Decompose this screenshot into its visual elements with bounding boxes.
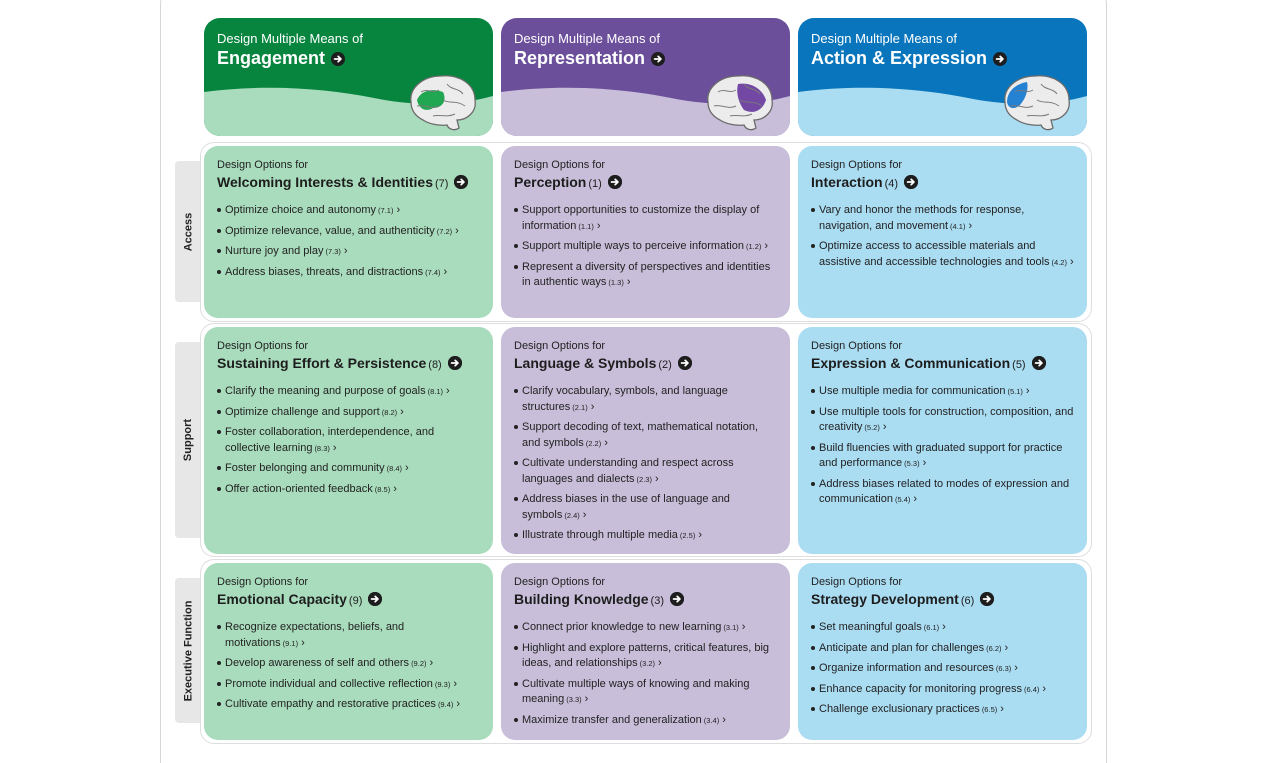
option-code: (4.2) bbox=[1051, 257, 1067, 267]
arrow-right-icon[interactable] bbox=[678, 356, 692, 370]
option-code: (3.2) bbox=[639, 659, 655, 668]
chevron-right-icon: › bbox=[301, 636, 305, 649]
card-title[interactable]: Strategy Development (6) bbox=[811, 590, 1074, 611]
arrow-right-icon[interactable] bbox=[904, 175, 918, 189]
option-code: (8.1) bbox=[427, 387, 443, 396]
design-option-item[interactable]: Support opportunities to customize the display of information (1.1) › bbox=[514, 203, 777, 234]
chevron-right-icon: › bbox=[764, 240, 769, 252]
design-option-item[interactable]: Maximize transfer and generalization (3.4) › bbox=[514, 713, 777, 729]
card-kicker: Design Options for bbox=[514, 576, 606, 588]
design-option-list bbox=[514, 203, 777, 291]
option-code: (2.3) bbox=[636, 474, 652, 484]
design-option-item[interactable]: Set meaningful goals (6.1) › bbox=[811, 620, 1074, 636]
option-code: (5.3) bbox=[904, 459, 920, 468]
card-count: (4) bbox=[884, 178, 899, 190]
chevron-right-icon: › bbox=[400, 405, 404, 418]
option-code: (3.4) bbox=[703, 715, 720, 725]
design-option-item[interactable]: Clarify the meaning and purpose of goals (8.1) › bbox=[217, 384, 480, 400]
card-kicker: Design Options for bbox=[217, 576, 309, 588]
design-option-item[interactable]: Cultivate understanding and respect across languages and dialects (2.3) › bbox=[514, 456, 777, 487]
card-title[interactable]: Emotional Capacity (9) bbox=[217, 590, 480, 611]
card-count: (5) bbox=[1012, 359, 1026, 371]
row-label-support: Support bbox=[175, 342, 201, 538]
design-option-item[interactable]: Use multiple media for communication (5.1) › bbox=[811, 384, 1074, 400]
arrow-right-icon[interactable] bbox=[980, 592, 994, 606]
design-option-list bbox=[811, 620, 1074, 718]
option-code: (9.3) bbox=[434, 679, 451, 689]
card-kicker: Design Options for bbox=[811, 576, 903, 588]
option-code: (8.5) bbox=[374, 484, 391, 494]
design-option-item[interactable]: Clarify vocabulary, symbols, and language structures (2.1) › bbox=[514, 384, 777, 415]
card-count: (6) bbox=[960, 595, 975, 607]
card-action-expression-2 bbox=[798, 563, 1087, 740]
arrow-right-icon[interactable] bbox=[651, 52, 665, 66]
header-subtitle: Design Multiple Means of bbox=[217, 31, 363, 46]
brain-icon bbox=[700, 70, 778, 132]
option-code: (6.2) bbox=[986, 643, 1002, 653]
card-title[interactable]: Welcoming Interests & Identities (7) bbox=[217, 173, 480, 194]
chevron-right-icon: › bbox=[698, 529, 703, 541]
design-option-item[interactable]: Address biases in the use of language and symbols (2.4) › bbox=[514, 492, 777, 523]
chevron-right-icon: › bbox=[393, 482, 397, 495]
chevron-right-icon: › bbox=[913, 493, 918, 505]
card-title[interactable]: Interaction (4) bbox=[811, 173, 1074, 194]
card-kicker: Design Options for bbox=[811, 159, 903, 171]
design-option-item[interactable]: Represent a diversity of perspectives and identities in authentic ways (1.3) › bbox=[514, 260, 777, 291]
chevron-right-icon: › bbox=[741, 621, 746, 633]
chevron-right-icon: › bbox=[1000, 703, 1004, 715]
design-option-item[interactable]: Vary and honor the methods for response, navigation, and movement (4.1) › bbox=[811, 203, 1074, 234]
option-code: (6.1) bbox=[923, 623, 940, 632]
chevron-right-icon: › bbox=[1004, 641, 1009, 654]
chevron-right-icon: › bbox=[590, 400, 595, 413]
header-title[interactable]: Engagement bbox=[217, 48, 345, 69]
chevron-right-icon: › bbox=[596, 219, 601, 232]
chevron-right-icon: › bbox=[582, 508, 587, 521]
option-code: (1.3) bbox=[608, 278, 624, 287]
card-kicker: Design Options for bbox=[811, 340, 903, 352]
chevron-right-icon: › bbox=[626, 276, 631, 288]
row-label-access: Access bbox=[175, 161, 201, 302]
arrow-right-icon[interactable] bbox=[331, 52, 345, 66]
card-count: (9) bbox=[348, 595, 363, 607]
design-option-item[interactable]: Organize information and resources (6.3) › bbox=[811, 661, 1074, 677]
card-count: (2) bbox=[658, 359, 672, 371]
card-count: (7) bbox=[435, 178, 449, 190]
chevron-right-icon: › bbox=[968, 219, 973, 232]
option-code: (5.4) bbox=[894, 495, 911, 504]
card-title[interactable]: Language & Symbols (2) bbox=[514, 354, 777, 375]
card-title[interactable]: Building Knowledge (3) bbox=[514, 590, 777, 611]
card-engagement-0 bbox=[204, 146, 493, 318]
option-code: (8.2) bbox=[381, 407, 398, 417]
option-code: (9.1) bbox=[282, 638, 299, 648]
chevron-right-icon: › bbox=[456, 698, 461, 710]
design-option-item[interactable]: Foster collaboration, interdependence, and collective learning (8.3) › bbox=[217, 425, 480, 456]
chevron-right-icon: › bbox=[405, 462, 409, 474]
design-option-item[interactable]: Cultivate empathy and restorative practices (9.4) › bbox=[217, 697, 480, 713]
design-option-list bbox=[217, 203, 480, 280]
option-code: (3.1) bbox=[723, 623, 739, 632]
header-title[interactable]: Action & Expression bbox=[811, 48, 1007, 69]
option-code: (9.2) bbox=[411, 659, 427, 668]
design-option-item[interactable]: Promote individual and collective reflection (9.3) › bbox=[217, 677, 480, 693]
chevron-right-icon: › bbox=[922, 457, 927, 469]
chevron-right-icon: › bbox=[658, 657, 662, 669]
design-option-item[interactable]: Optimize access to accessible materials and assistive and accessible technologies and tools (4.2) › bbox=[811, 239, 1074, 270]
design-option-item[interactable]: Foster belonging and community (8.4) › bbox=[217, 461, 480, 477]
design-option-list bbox=[514, 384, 777, 544]
card-title[interactable]: Expression & Communication (5) bbox=[811, 354, 1074, 375]
card-kicker: Design Options for bbox=[514, 340, 606, 352]
option-code: (1.2) bbox=[745, 242, 762, 251]
design-option-item[interactable]: Offer action-oriented feedback (8.5) › bbox=[217, 482, 480, 498]
card-action-expression-1 bbox=[798, 327, 1087, 554]
card-title[interactable]: Perception (1) bbox=[514, 173, 777, 194]
design-option-list bbox=[811, 203, 1074, 270]
chevron-right-icon: › bbox=[1042, 682, 1047, 695]
design-option-item[interactable]: Develop awareness of self and others (9.2) › bbox=[217, 656, 480, 672]
arrow-right-icon[interactable] bbox=[448, 356, 462, 370]
card-action-expression-0 bbox=[798, 146, 1087, 318]
card-engagement-1 bbox=[204, 327, 493, 554]
option-code: (2.1) bbox=[572, 402, 588, 412]
design-option-item[interactable]: Nurture joy and play (7.3) › bbox=[217, 244, 480, 260]
arrow-right-icon[interactable] bbox=[454, 175, 468, 189]
option-code: (8.4) bbox=[386, 464, 403, 473]
design-option-item[interactable]: Address biases, threats, and distractions (7.4) › bbox=[217, 265, 480, 281]
option-code: (2.2) bbox=[585, 438, 602, 448]
option-code: (2.4) bbox=[564, 510, 580, 520]
option-code: (7.1) bbox=[378, 206, 394, 215]
design-option-item[interactable]: Recognize expectations, beliefs, and motivations (9.1) › bbox=[217, 620, 480, 651]
design-option-item[interactable]: Cultivate multiple ways of knowing and making meaning (3.3) › bbox=[514, 677, 777, 708]
chevron-right-icon: › bbox=[1025, 385, 1030, 397]
design-option-list bbox=[217, 384, 480, 497]
chevron-right-icon: › bbox=[443, 265, 448, 278]
design-option-item[interactable]: Illustrate through multiple media (2.5) › bbox=[514, 528, 777, 544]
arrow-right-icon[interactable] bbox=[608, 175, 622, 189]
design-option-item[interactable]: Optimize choice and autonomy (7.1) › bbox=[217, 203, 480, 219]
card-kicker: Design Options for bbox=[217, 340, 309, 352]
chevron-right-icon: › bbox=[604, 436, 608, 449]
chevron-right-icon: › bbox=[584, 693, 589, 705]
design-option-item[interactable]: Anticipate and plan for challenges (6.2) › bbox=[811, 641, 1074, 657]
card-kicker: Design Options for bbox=[217, 159, 309, 171]
option-code: (7.3) bbox=[325, 247, 341, 256]
option-code: (7.2) bbox=[436, 226, 453, 236]
design-option-item[interactable]: Optimize relevance, value, and authenticity (7.2) › bbox=[217, 224, 480, 240]
brain-icon bbox=[997, 70, 1075, 132]
card-count: (3) bbox=[650, 595, 664, 607]
header-subtitle: Design Multiple Means of bbox=[811, 31, 957, 46]
design-option-list bbox=[514, 620, 777, 728]
option-code: (6.3) bbox=[995, 664, 1012, 673]
option-code: (6.5) bbox=[981, 705, 998, 714]
design-option-item[interactable]: Support decoding of text, mathematical notation, and symbols (2.2) › bbox=[514, 420, 777, 451]
option-code: (5.2) bbox=[864, 423, 880, 432]
header-title[interactable]: Representation bbox=[514, 48, 665, 69]
design-option-item[interactable]: Connect prior knowledge to new learning (3.1) › bbox=[514, 620, 777, 636]
chevron-right-icon: › bbox=[396, 204, 401, 216]
design-option-item[interactable]: Support multiple ways to perceive information (1.2) › bbox=[514, 239, 777, 255]
header-engagement[interactable] bbox=[204, 18, 493, 136]
card-count: (8) bbox=[428, 359, 442, 371]
chevron-right-icon: › bbox=[343, 245, 348, 257]
option-code: (2.5) bbox=[679, 531, 696, 540]
chevron-right-icon: › bbox=[446, 385, 450, 397]
chevron-right-icon: › bbox=[1014, 662, 1018, 674]
chevron-right-icon: › bbox=[654, 472, 659, 485]
card-count: (1) bbox=[588, 178, 602, 190]
card-engagement-2 bbox=[204, 563, 493, 740]
header-representation[interactable] bbox=[501, 18, 790, 136]
design-option-item[interactable]: Challenge exclusionary practices (6.5) › bbox=[811, 702, 1074, 718]
arrow-right-icon[interactable] bbox=[670, 592, 684, 606]
card-representation-0 bbox=[501, 146, 790, 318]
header-subtitle: Design Multiple Means of bbox=[514, 31, 660, 46]
option-code: (5.1) bbox=[1007, 387, 1023, 396]
arrow-right-icon[interactable] bbox=[1032, 356, 1046, 370]
card-representation-2 bbox=[501, 563, 790, 740]
design-option-item[interactable]: Optimize challenge and support (8.2) › bbox=[217, 405, 480, 421]
option-code: (3.3) bbox=[566, 695, 582, 704]
card-title[interactable]: Sustaining Effort & Persistence (8) bbox=[217, 354, 480, 375]
design-option-item[interactable]: Use multiple tools for construction, composition, and creativity (5.2) › bbox=[811, 405, 1074, 436]
arrow-right-icon[interactable] bbox=[993, 52, 1007, 66]
arrow-right-icon[interactable] bbox=[368, 592, 382, 606]
card-kicker: Design Options for bbox=[514, 159, 606, 171]
chevron-right-icon: › bbox=[455, 224, 459, 237]
card-representation-1 bbox=[501, 327, 790, 554]
chevron-right-icon: › bbox=[942, 621, 946, 633]
brain-icon bbox=[403, 70, 481, 132]
option-code: (4.1) bbox=[950, 221, 966, 231]
design-option-list bbox=[811, 384, 1074, 508]
design-option-item[interactable]: Highlight and explore patterns, critical features, big ideas, and relationships (3.2) › bbox=[514, 641, 777, 672]
chevron-right-icon: › bbox=[1069, 255, 1074, 268]
design-option-item[interactable]: Build fluencies with graduated support for practice and performance (5.3) › bbox=[811, 441, 1074, 472]
chevron-right-icon: › bbox=[882, 421, 887, 433]
row-label-executive-function: Executive Function bbox=[175, 578, 201, 723]
design-option-item[interactable]: Address biases related to modes of expression and communication (5.4) › bbox=[811, 477, 1074, 508]
chevron-right-icon: › bbox=[332, 441, 337, 454]
option-code: (7.4) bbox=[425, 267, 441, 277]
option-code: (6.4) bbox=[1024, 684, 1040, 694]
header-action-expression[interactable] bbox=[798, 18, 1087, 136]
design-option-list bbox=[217, 620, 480, 713]
option-code: (9.4) bbox=[437, 700, 454, 709]
chevron-right-icon: › bbox=[429, 657, 434, 669]
chevron-right-icon: › bbox=[453, 677, 457, 690]
design-option-item[interactable]: Enhance capacity for monitoring progress (6.4) › bbox=[811, 682, 1074, 698]
chevron-right-icon: › bbox=[722, 713, 726, 726]
option-code: (1.1) bbox=[578, 221, 594, 231]
option-code: (8.3) bbox=[314, 443, 330, 453]
